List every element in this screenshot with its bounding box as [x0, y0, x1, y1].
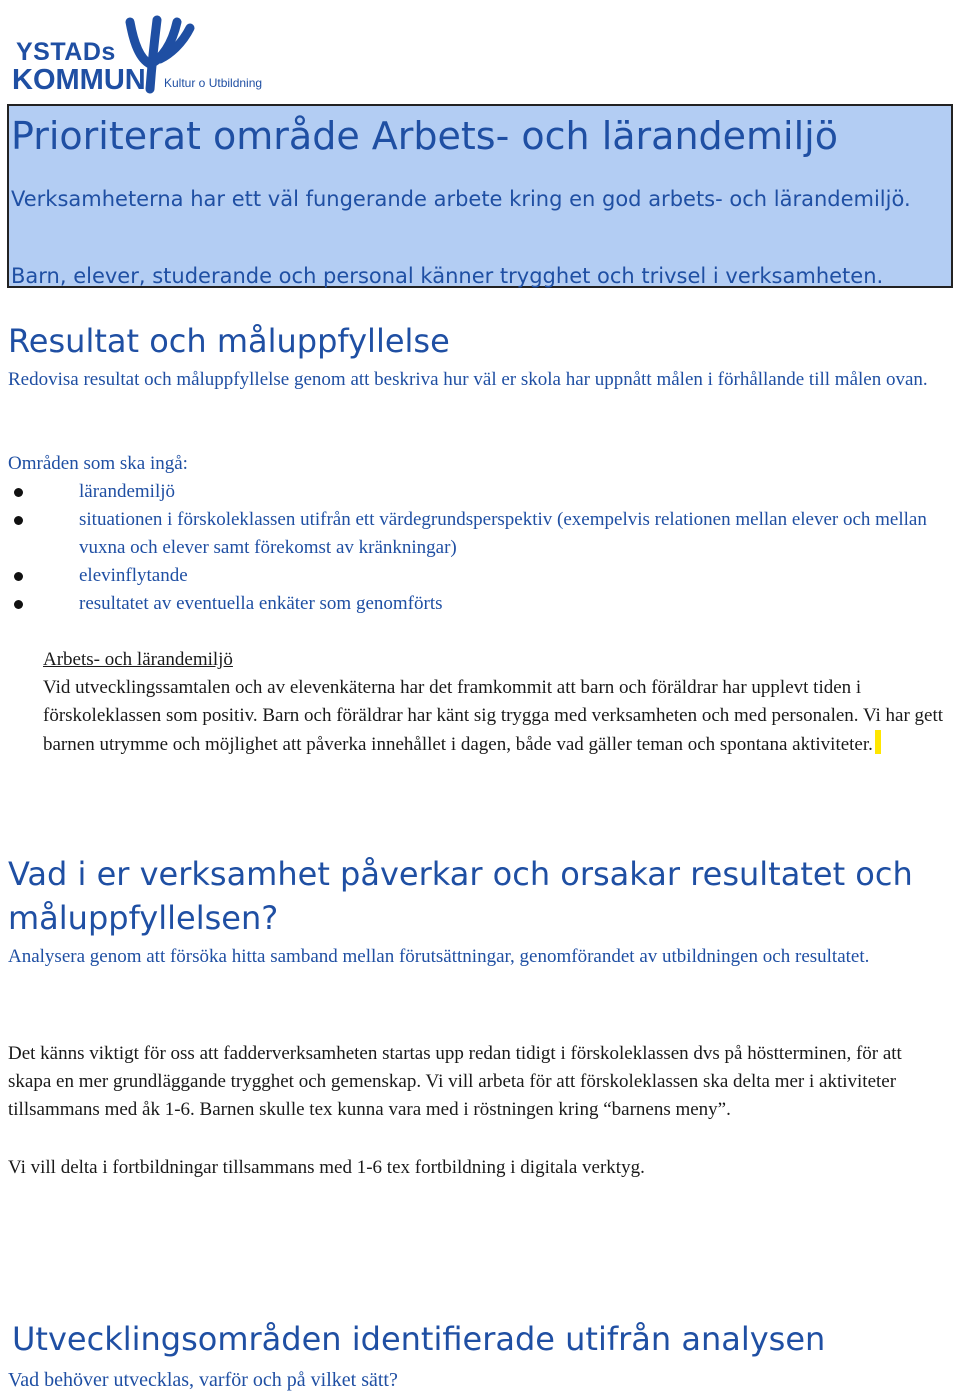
analysis-body-2: Vi vill delta i fortbildningar tillsammans med 1-6 tex fortbildning i digitala verktyg. [8, 1157, 645, 1178]
list-item: lärandemiljö [14, 478, 934, 506]
development-heading: Utvecklingsområden identifierade utifrån analysen [12, 1320, 826, 1358]
banner-title: Prioriterat område Arbets- och lärandemiljö [11, 114, 838, 158]
list-item: resultatet av eventuella enkäter som genomförts [14, 590, 934, 618]
banner-paragraph-1: Verksamheterna har ett väl fungerande arbete kring en god arbets- och lärandemiljö. [11, 187, 911, 211]
areas-list [14, 478, 934, 618]
text-cursor [875, 730, 881, 754]
banner-paragraph-2: Barn, elever, studerande och personal känner trygghet och trivsel i verksamheten. [11, 264, 884, 288]
development-intro: Vad behöver utvecklas, varför och på vilket sätt? [8, 1369, 398, 1391]
results-intro: Redovisa resultat och måluppfyllelse genom att beskriva hur väl er skola har uppnått målen i förhållande till målen ovan. [8, 369, 928, 390]
analysis-intro: Analysera genom att försöka hitta samband mellan förutsättningar, genomförandet av utbildningen och resultatet. [8, 946, 870, 967]
areas-label: Områden som ska ingå: [8, 453, 188, 474]
priority-banner [7, 104, 953, 288]
bullet-icon [14, 488, 23, 497]
bullet-icon [14, 572, 23, 581]
results-heading: Resultat och måluppfyllelse [8, 322, 450, 360]
analysis-heading: Vad i er verksamhet påverkar och orsakar resultatet och måluppfyllelsen? [8, 855, 913, 937]
bullet-icon [14, 516, 23, 525]
ystad-kommun-logo [12, 14, 274, 96]
environment-subheading: Arbets- och lärandemiljö [43, 649, 233, 670]
logo-line-2: KOMMUN [12, 64, 146, 96]
bullet-icon [14, 600, 23, 609]
environment-body: Vid utvecklingssamtalen och av elevenkäterna har det framkommit att barn och föräldrar har upplevt tiden i förskoleklassen som positiv. Barn och föräldrar har känt sig trygga med verksamheten och med personalen. Vi har gett barnen utrymme och möjlighet att påverka innehållet i dagen, både vad gäller teman och spontana aktiviteter. [43, 677, 944, 755]
logo-subtitle: Kultur o Utbildning [164, 76, 263, 90]
list-item: situationen i förskoleklassen utifrån ett värdegrundsperspektiv (exempelvis relationen mellan elever och mellan vuxna och elever samt förekomst av kränkningar) [14, 506, 934, 562]
analysis-body-1: Det känns viktigt för oss att fadderverksamheten startas upp redan tidigt i förskoleklassen dvs på höstterminen, för att skapa en mer grundläggande trygghet och gemenskap. Vi vill arbeta för att förskoleklassen ska delta mer i aktiviteter tillsammans med åk 1-6. Barnen skulle tex kunna vara med i röstningen kring “barnens meny”. [8, 1043, 902, 1120]
logo-line-1: YSTADs [16, 38, 116, 66]
list-item: elevinflytande [14, 562, 934, 590]
